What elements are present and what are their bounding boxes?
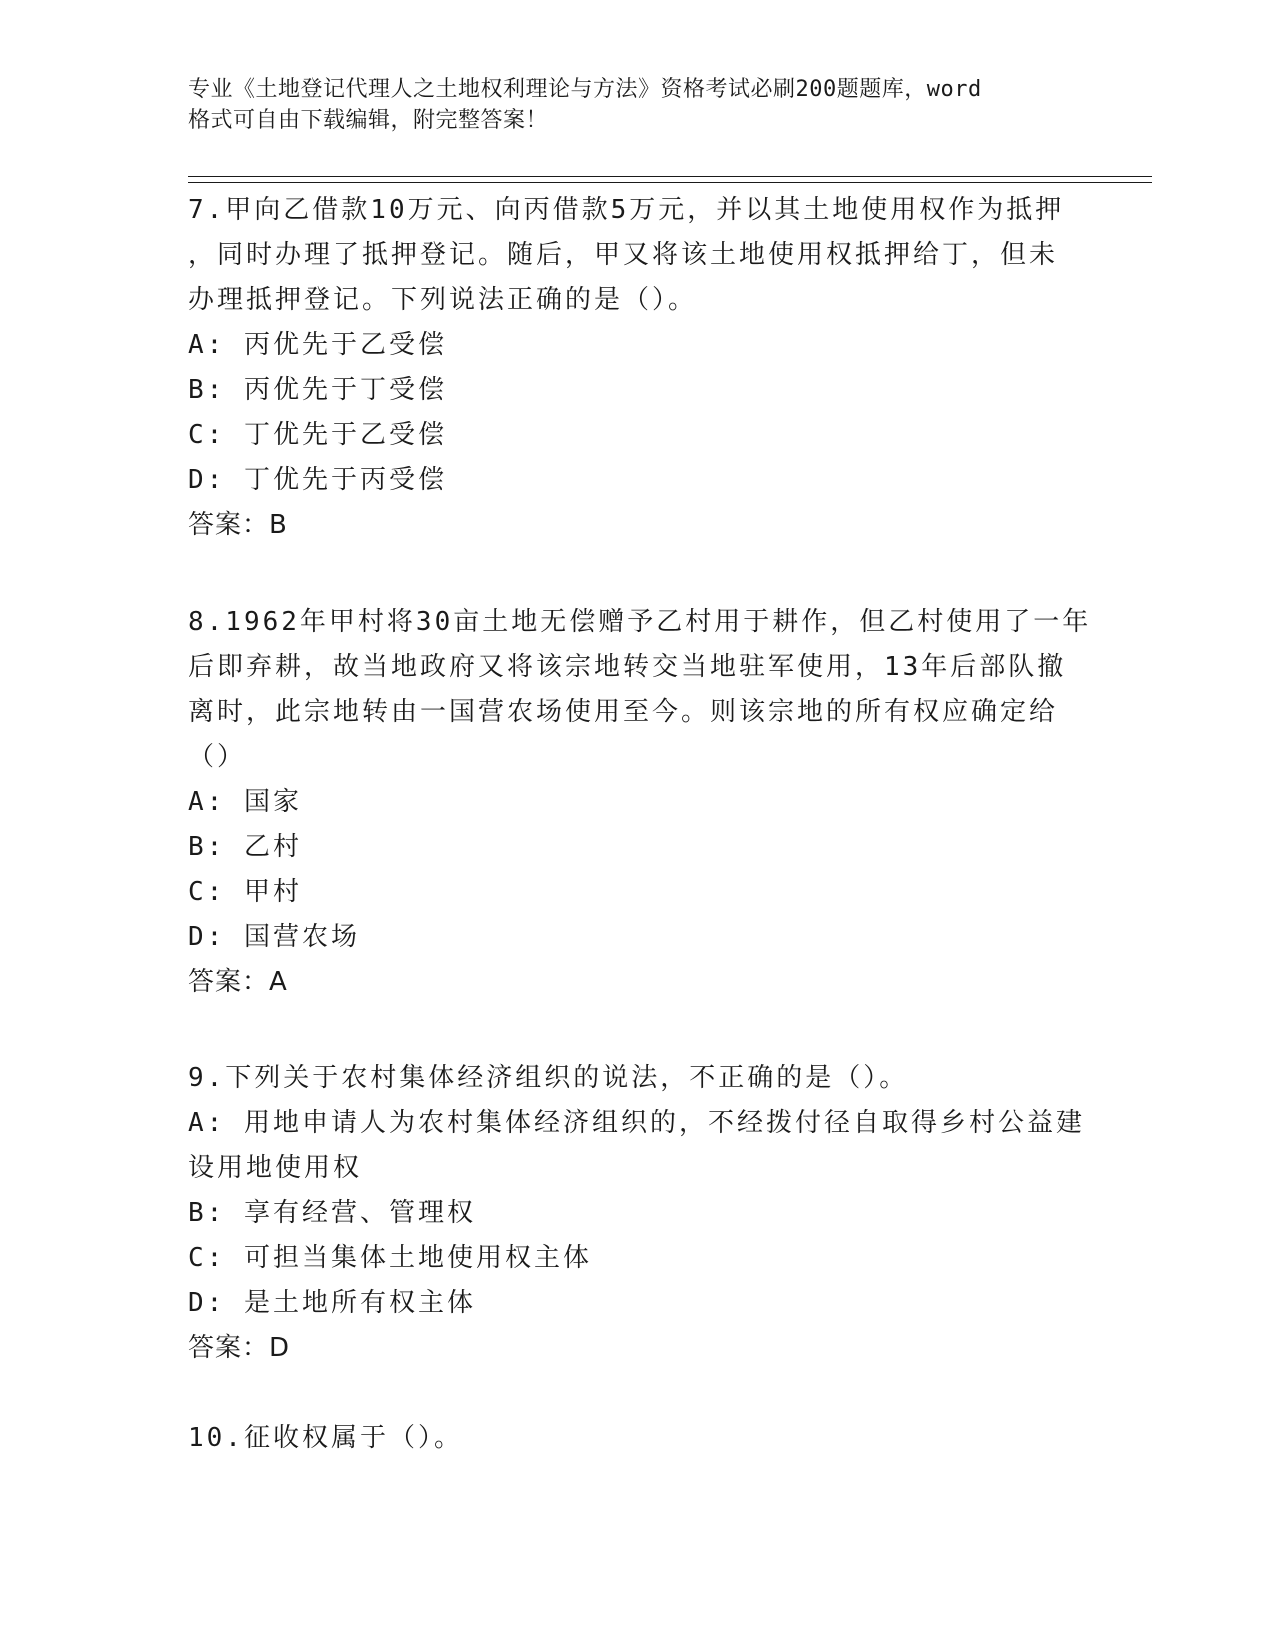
question-text-line: 10.征收权属于（）。 <box>188 1423 463 1453</box>
option-c: C: 甲村 <box>188 877 302 907</box>
question-8 <box>188 600 1092 1005</box>
question-text-line: 8.1962年甲村将30亩土地无偿赠予乙村用于耕作，但乙村使用了一年 <box>188 607 1092 637</box>
option-a: A: 用地申请人为农村集体经济组织的，不经拨付径自取得乡村公益建 <box>188 1108 1085 1138</box>
question-7 <box>188 188 1088 548</box>
question-text-line: 离时，此宗地转由一国营农场使用至今。则该宗地的所有权应确定给 <box>188 697 1059 727</box>
answer-label: 答案：A <box>188 967 288 997</box>
header-line-1: 专业《土地登记代理人之土地权利理论与方法》资格考试必刷200题题库，word <box>188 77 982 102</box>
header-divider-top <box>188 176 1152 177</box>
option-c: C: 丁优先于乙受偿 <box>188 420 447 450</box>
answer-label: 答案：B <box>188 510 288 540</box>
document-header <box>188 74 1068 136</box>
option-b: B: 丙优先于丁受偿 <box>188 375 447 405</box>
header-divider-bottom <box>188 182 1152 183</box>
question-10 <box>188 1416 1088 1461</box>
option-d: D: 国营农场 <box>188 922 360 952</box>
option-c: C: 可担当集体土地使用权主体 <box>188 1243 592 1273</box>
question-text-line: （） <box>188 742 247 772</box>
question-9 <box>188 1056 1088 1371</box>
answer-label: 答案：D <box>188 1333 291 1363</box>
option-d: D: 是土地所有权主体 <box>188 1288 476 1318</box>
option-a: A: 丙优先于乙受偿 <box>188 330 447 360</box>
header-line-2: 格式可自由下载编辑，附完整答案！ <box>188 108 549 133</box>
question-text-line: ，同时办理了抵押登记。随后，甲又将该土地使用权抵押给丁，但未 <box>188 240 1059 270</box>
option-b: B: 享有经营、管理权 <box>188 1198 476 1228</box>
question-text-line: 9.下列关于农村集体经济组织的说法，不正确的是（）。 <box>188 1063 909 1093</box>
option-a: A: 国家 <box>188 787 302 817</box>
option-b: B: 乙村 <box>188 832 302 862</box>
question-text-line: 7.甲向乙借款10万元、向丙借款5万元，并以其土地使用权作为抵押 <box>188 195 1065 225</box>
option-d: D: 丁优先于丙受偿 <box>188 465 447 495</box>
option-a-continued: 设用地使用权 <box>188 1153 363 1183</box>
question-text-line: 后即弃耕，故当地政府又将该宗地转交当地驻军使用，13年后部队撤 <box>188 652 1067 682</box>
question-text-line: 办理抵押登记。下列说法正确的是（）。 <box>188 285 698 315</box>
